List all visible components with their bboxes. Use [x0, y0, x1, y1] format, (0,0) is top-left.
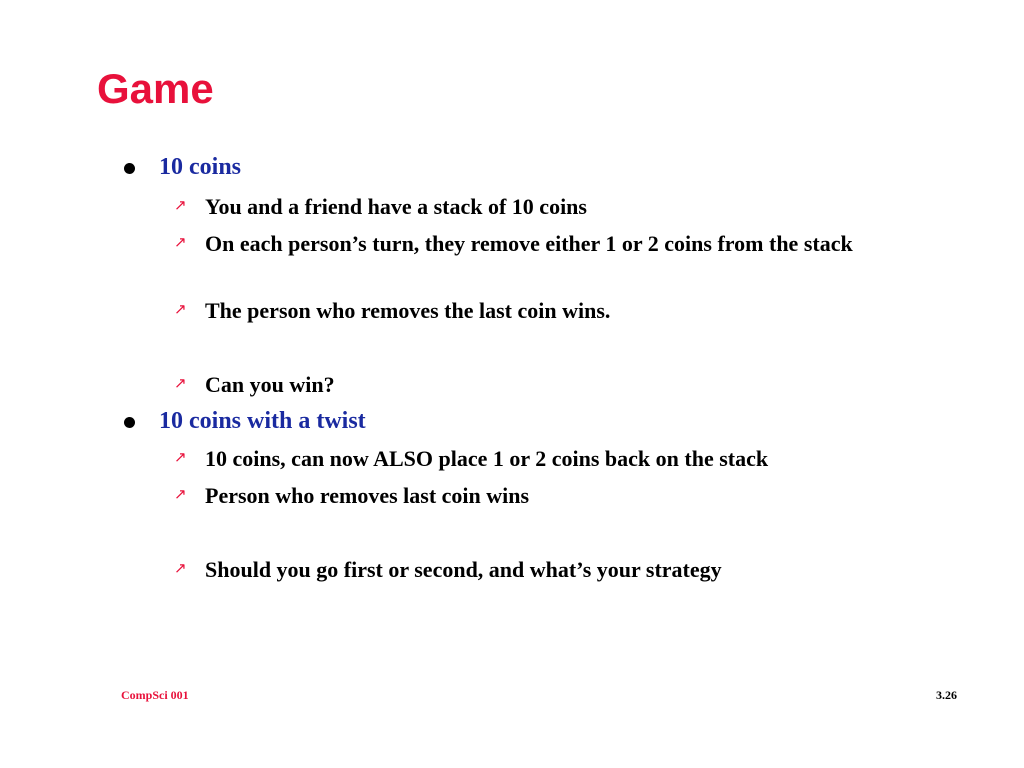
bullet-dot-icon	[124, 417, 135, 428]
list-item	[174, 369, 965, 400]
list-item	[174, 443, 965, 474]
bullet-dot-icon	[124, 163, 135, 174]
arrow-bullet-icon: ↗	[174, 196, 187, 214]
arrow-bullet-icon: ↗	[174, 300, 187, 318]
section-heading-label: 10 coins	[159, 154, 242, 180]
section-heading-label: 10 coins with a twist	[159, 408, 366, 434]
section-heading-10-coins	[159, 152, 241, 182]
footer-page-number: 3.26	[936, 688, 957, 702]
list-item	[174, 295, 965, 326]
list-item-text: Person who removes last coin wins	[205, 483, 530, 508]
section-heading-10-coins-with-a-twist	[159, 406, 366, 436]
list-item-text: Can you win?	[205, 372, 335, 397]
list-item	[174, 554, 965, 585]
arrow-bullet-icon: ↗	[174, 485, 187, 503]
list-item-text: The person who removes the last coin wins.	[205, 298, 611, 323]
arrow-bullet-icon: ↗	[174, 448, 187, 466]
arrow-bullet-icon: ↗	[174, 374, 187, 392]
list-item-text: 10 coins, can now ALSO place 1 or 2 coins back on the stack	[205, 446, 769, 471]
list-item-text: Should you go first or second, and what’s your strategy	[205, 557, 722, 582]
footer-course-label: CompSci 001	[121, 688, 189, 702]
list-item-text: You and a friend have a stack of 10 coins	[205, 194, 587, 219]
list-item	[174, 480, 965, 511]
slide-title: Game	[97, 65, 214, 112]
list-item	[174, 228, 965, 259]
arrow-bullet-icon: ↗	[174, 233, 187, 251]
list-item-text: On each person’s turn, they remove either 1 or 2 coins from the stack	[205, 231, 853, 256]
arrow-bullet-icon: ↗	[174, 559, 187, 577]
list-item	[174, 191, 965, 222]
